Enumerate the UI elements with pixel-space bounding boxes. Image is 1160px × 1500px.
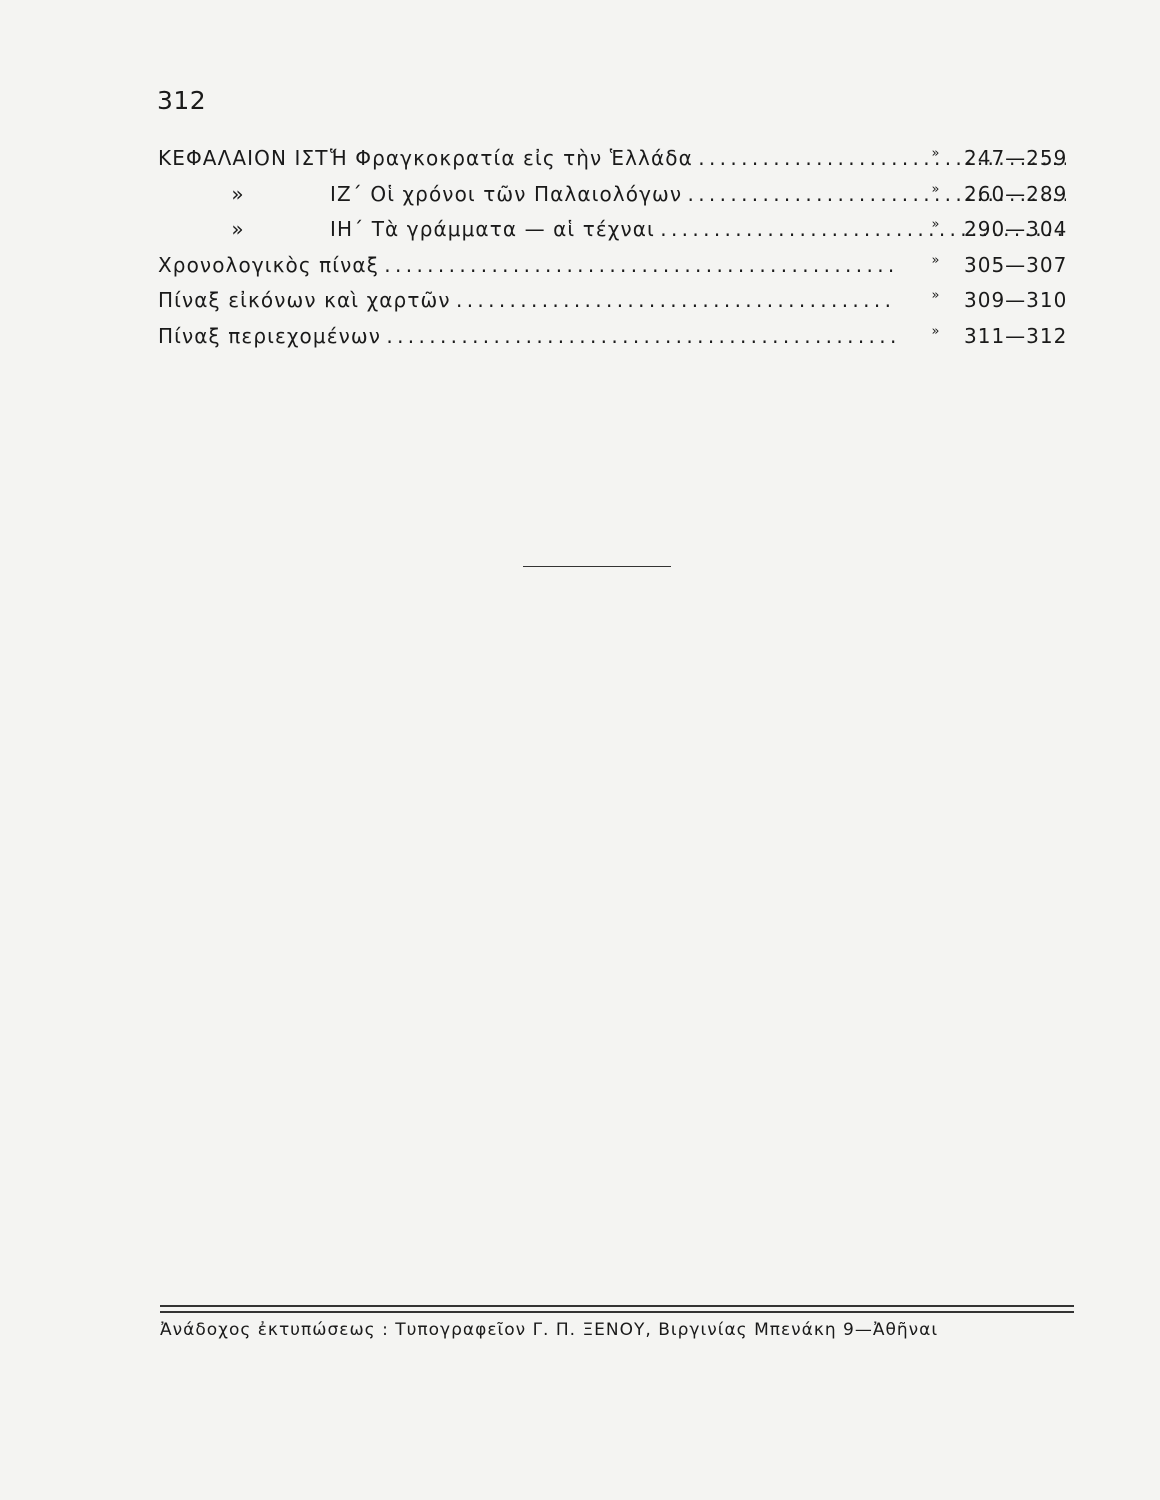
printer-colophon: Ἀνάδοχος ἐκτυπώσεως : Τυπογραφεῖον Γ. Π. ΞΕΝΟΥ, Βιργινίας Μπενάκη 9—Ἀθῆναι [160, 1320, 939, 1340]
entry-title: Πίναξ περιεχομένων . . . [158, 324, 896, 348]
toc-entry [158, 324, 1078, 360]
ditto-mark: » [931, 217, 941, 232]
page-range: 309—310 [964, 288, 1068, 312]
entry-title: ΙΗ΄ Τὰ γράμματα — αἱ τέχναι . . . [330, 217, 1066, 241]
chapter-label: » [231, 217, 245, 241]
toc-entry [158, 253, 1078, 289]
ditto-mark: » [931, 252, 941, 268]
entry-title: Ἡ Φραγκοκρατία εἰς τὴν Ἑλλάδα . . . [330, 146, 1066, 170]
toc-entry [158, 182, 1078, 218]
footer-rule [160, 1305, 1074, 1307]
page-range: 305—307 [964, 252, 1068, 277]
page-range: 311—312 [964, 323, 1068, 348]
section-separator [523, 566, 671, 567]
ditto-mark: » [931, 323, 941, 339]
chapter-label: ΚΕΦΑΛΑΙΟΝ ΙΣΤ΄ [158, 146, 340, 170]
toc-entry [158, 288, 1078, 324]
entry-title: Πίναξ εἰκόνων καὶ χαρτῶν . . . [158, 288, 896, 312]
ditto-mark: » [931, 181, 941, 197]
footer-rule [160, 1311, 1074, 1313]
page-range: 247—259 [964, 146, 1068, 170]
entry-title: ΙΖ΄ Οἱ χρόνοι τῶν Παλαιολόγων . . . [330, 182, 1066, 206]
entry-title: Χρονολογικὸς πίναξ . . . [158, 253, 896, 277]
page-number: 312 [157, 86, 207, 115]
table-of-contents [158, 146, 1078, 359]
page-range: 260—289 [964, 181, 1068, 206]
ditto-mark: » [931, 288, 941, 303]
ditto-mark: » [931, 146, 941, 161]
page-range: 290—304 [964, 217, 1068, 241]
toc-entry [158, 146, 1078, 182]
chapter-label: » [231, 181, 245, 206]
toc-entry [158, 217, 1078, 253]
